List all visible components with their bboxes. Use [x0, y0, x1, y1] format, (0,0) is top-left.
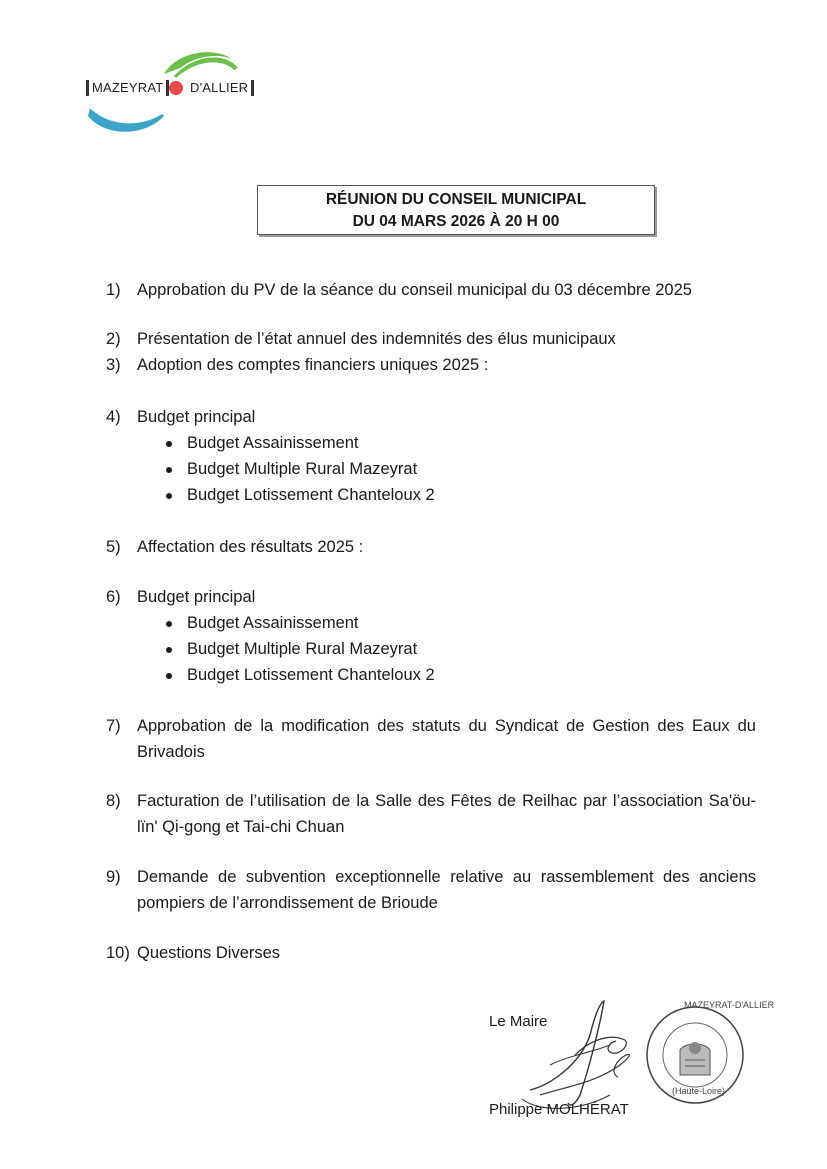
- agenda-item-number: 9): [106, 868, 121, 886]
- meeting-title-box: [257, 185, 655, 235]
- agenda-item-8: [106, 788, 756, 840]
- agenda-item-text: Budget principal: [137, 588, 256, 606]
- agenda-item-text: Approbation du PV de la séance du conseil municipal du 03 décembre 2025: [137, 281, 692, 299]
- bullet-list: [162, 610, 435, 688]
- agenda-item-text: Affectation des résultats 2025 :: [137, 538, 364, 556]
- agenda-item-number: 3): [106, 356, 121, 374]
- agenda-item-number: 1): [106, 281, 121, 299]
- agenda-item-number: 5): [106, 538, 121, 556]
- seal-bottom-text: (Haute-Loire): [672, 1086, 726, 1096]
- agenda-item-text: Questions Diverses: [137, 944, 281, 962]
- agenda-item-text: Approbation de la modification des statuts du Syndicat de Gestion des Eaux du Brivadois: [137, 717, 756, 761]
- list-item: Budget Assainissement: [162, 430, 435, 456]
- agenda-item-text: Demande de subvention exceptionnelle relative au rassemblement des anciens pompiers de l’arrondissement de Brioude: [137, 868, 756, 912]
- seal-top-text: MAZEYRAT-D'ALLIER: [684, 1000, 775, 1010]
- meeting-title: RÉUNION DU CONSEIL MUNICIPAL: [325, 191, 587, 208]
- list-item: Budget Lotissement Chanteloux 2: [162, 482, 435, 508]
- agenda-item-number: 7): [106, 717, 121, 735]
- agenda-item-number: 4): [106, 408, 121, 426]
- agenda-item-text: Budget principal: [137, 408, 256, 426]
- handwritten-signature: [520, 995, 650, 1115]
- agenda-item-text: Présentation de l’état annuel des indemnités des élus municipaux: [137, 330, 616, 348]
- meeting-date: DU 04 MARS 2026 À 20 H 00: [352, 213, 560, 230]
- list-item: Budget Lotissement Chanteloux 2: [162, 662, 435, 688]
- mayor-name: Philippe MOLHÉRAT: [489, 1101, 629, 1118]
- agenda-item-text: Facturation de l’utilisation de la Salle des Fêtes de Reilhac par l’association Sa'öu-lïn' Qi-gong et Tai-chi Chuan: [137, 792, 756, 836]
- agenda-item-9: [106, 864, 756, 916]
- agenda-item-number: 6): [106, 588, 121, 606]
- logo-red-dot: [169, 81, 183, 95]
- bullet-list: [162, 430, 435, 508]
- municipality-logo: [76, 44, 251, 136]
- agenda-item-text: Adoption des comptes financiers uniques 2025 :: [137, 356, 489, 374]
- list-item: Budget Multiple Rural Mazeyrat: [162, 456, 435, 482]
- agenda-item-number: 10): [106, 944, 130, 962]
- agenda-item-7: [106, 713, 756, 765]
- agenda-item-number: 2): [106, 330, 121, 348]
- mayor-label: Le Maire: [489, 1013, 548, 1030]
- list-item: Budget Multiple Rural Mazeyrat: [162, 636, 435, 662]
- agenda-item-number: 8): [106, 792, 121, 810]
- logo-name-left: MAZEYRAT: [86, 80, 169, 96]
- logo-name-right: D'ALLIER: [188, 80, 254, 96]
- list-item: Budget Assainissement: [162, 610, 435, 636]
